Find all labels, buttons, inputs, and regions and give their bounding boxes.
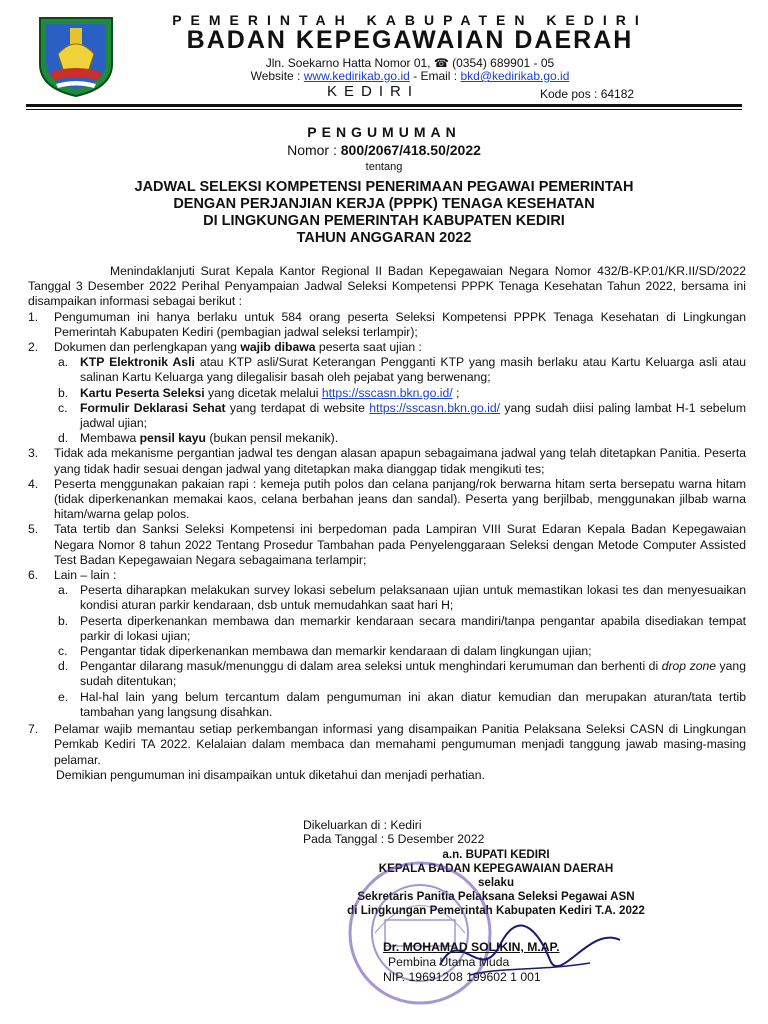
list-item: 2. Dokumen dan perlengkapan yang wajib dibawa peserta saat ujian : a. KTP Elektronik Asli atau KTP asli/Surat Keterangan Pengganti KTP yang masih berlaku atau Kartu Keluarga asli atau salinan Kartu Keluarga yang dilegalisir basah oleh pejabat yang berwenang; b. Kartu Peserta Seleksi yang dicetak melalui https://sscasn.bkn.go.id/ ; c. Formulir Deklarasi Sehat yang terdapat di website https://sscasn.bkn.go.id/ yang sudah diisi paling lambat H-1 sebelum jadwal ujian; d. Membawa pensil kayu (bukan pensil mekanik).	[28, 340, 746, 446]
signatory-line-5: di Lingkungan Pemerintah Kabupaten Kediri T.A. 2022	[347, 904, 645, 917]
website-label: Website :	[250, 69, 304, 83]
list-item: 1. Pengumuman ini hanya berlaku untuk 584 orang peserta Seleksi Kompetensi PPPK Tenaga Kesehatan di Lingkungan Pemerintah Kabupaten Kediri (pembagian jadwal seleksi terlampir);	[28, 309, 746, 339]
documents-sublist	[54, 355, 746, 446]
letterhead-city: KEDIRI	[327, 83, 420, 100]
kediri-regency-logo	[36, 14, 116, 98]
list-item: c. Pengantar tidak diperkenankan membawa dan memarkir kendaraan di dalam lingkungan ujian;	[58, 644, 592, 659]
sscasn-link[interactable]: https://sscasn.bkn.go.id/	[369, 400, 501, 415]
title-line-1: JADWAL SELEKSI KOMPETENSI PENERIMAAN PEGAWAI PEMERINTAH	[134, 179, 634, 195]
list-item: b. Peserta diperkenankan membawa dan memarkir kendaraan secara mandiri/tanpa pengantar apabila disediakan tempat parkir di lokasi ujian;	[58, 613, 746, 643]
list-item: 3. Tidak ada mekanisme pergantian jadwal tes dengan alasan apapun sebagaimana jadwal yang telah ditetapkan Panitia. Peserta yang tidak hadir sesuai dengan jadwal yang ditetapkan maka dianggap tidak mengikuti tes;	[28, 446, 746, 476]
signatory-rank: Pembina Utama Muda	[388, 955, 510, 969]
title-line-2: DENGAN PERJANJIAN KERJA (PPPK) TENAGA KESEHATAN	[173, 196, 595, 212]
list-item: 4. Peserta menggunakan pakaian rapi : kemeja putih polos dan celana panjang/rok berwarna hitam serta bersepatu warna hitam (tidak diperkenankan memakai kaos, celana berbahan jeans dan sandal). Peserta yang berjilbab, menggunakan jilbab warna hitam/warna gelap polos.	[28, 476, 746, 522]
list-item: e. Hal-hal lain yang belum tercantum dalam pengumuman ini akan diatur kemudian dan merupakan aturan/tata tertib tambahan yang langsung disahkan.	[58, 689, 746, 719]
signatory-line-3: selaku	[477, 876, 515, 889]
website-link[interactable]: www.kedirikab.go.id	[303, 69, 410, 83]
signatory-line-1: a.n. BUPATI KEDIRI	[442, 848, 550, 861]
signatory-line-2: KEPALA BADAN KEPEGAWAIAN DAERAH	[378, 862, 614, 875]
email-label: - Email :	[409, 69, 461, 83]
about-label: tentang	[365, 161, 403, 173]
intro-paragraph: Menindaklanjuti Surat Kepala Kantor Regional II Badan Kepegawaian Negara Nomor 432/B-KP.01/KR.II/SD/2022 Tanggal 3 Desember 2022 Perihal Penyampaian Jadwal Seleksi Kompetensi PPPK Tenaga Kesehatan Tahun 2022, bersama ini disampaikan informasi sebagai berikut :	[28, 264, 746, 309]
letterhead-address: Jln. Soekarno Hatta Nomor 01, ☎ (0354) 689901 - 05	[265, 56, 555, 70]
main-list	[28, 310, 746, 768]
letterhead-rule-thin	[26, 109, 742, 110]
letterhead-contact	[150, 69, 670, 83]
list-item: 7. Pelamar wajib memantau setiap perkembangan informasi yang disampaikan Panitia Pelaksana Seleksi CASN di Lingkungan Pemkab Kediri TA 2022. Kelalaian dalam membaca dan memahami pengumuman menjadi tanggung jawab masing-masing pelamar.	[28, 722, 746, 767]
list-item: d. Pengantar dilarang masuk/menunggu di dalam area seleksi untuk menghindari kerumuman dan berhenti di drop zone yang sudah ditentukan;	[58, 659, 746, 689]
sscasn-link[interactable]: https://sscasn.bkn.go.id/	[321, 385, 453, 400]
handwritten-signature	[430, 905, 630, 1000]
announcement-body	[28, 264, 746, 783]
list-item: 5. Tata tertib dan Sanksi Seleksi Kompetensi ini berpedoman pada Lampiran VIII Surat Edaran Kepala Badan Kepegawaian Negara Nomor 8 tahun 2022 Tentang Prosedur Tambahan pada Penyelenggaraan Seleksi dengan Metode Computer Assisted Test Badan Kepegawaian Negara sebagaimana terlampir;	[28, 522, 746, 567]
issued-date: Pada Tanggal : 5 Desember 2022	[303, 832, 485, 846]
list-item: b. Kartu Peserta Seleksi yang dicetak melalui https://sscasn.bkn.go.id/ ;	[58, 385, 460, 400]
closing-paragraph: Demikian pengumuman ini disampaikan untuk diketahui dan menjadi perhatian.	[56, 767, 485, 782]
list-item: a. Peserta diharapkan melakukan survey lokasi sebelum pelaksanaan ujian untuk memastikan lokasi tes dan menyesuaikan kondisi aturan parkir kendaraan, dsb untuk memudahkan saat hari H;	[58, 583, 746, 613]
signatory-name: Dr. MOHAMAD SOLIKIN, M.AP.	[383, 940, 560, 954]
list-item: c. Formulir Deklarasi Sehat yang terdapat di website https://sscasn.bkn.go.id/ yang sudah diisi paling lambat H-1 sebelum jadwal ujian;	[58, 400, 746, 431]
letterhead-postcode: Kode pos : 64182	[540, 87, 635, 101]
letterhead-rule-thick	[26, 104, 742, 107]
letterhead-government: PEMERINTAH KABUPATEN KEDIRI	[172, 12, 648, 28]
signatory-nip: NIP. 19691208 199602 1 001	[383, 970, 541, 984]
announcement-heading: PENGUMUMAN	[307, 124, 461, 140]
number-value: 800/2067/418.50/2022	[340, 142, 481, 158]
number-label: Nomor :	[287, 142, 341, 158]
announcement-number	[0, 142, 768, 158]
list-item: a. KTP Elektronik Asli atau KTP asli/Surat Keterangan Pengganti KTP yang masih berlaku atau Kartu Keluarga asli atau salinan Kartu Keluarga yang dilegalisir basah oleh pejabat yang berwenang;	[58, 355, 746, 385]
email-link[interactable]: bkd@kedirikab.go.id	[460, 69, 570, 83]
list-item: d. Membawa pensil kayu (bukan pensil mekanik).	[58, 431, 339, 446]
signatory-line-4: Sekretaris Panitia Pelaksana Seleksi Pegawai ASN	[357, 890, 635, 903]
letterhead-agency: BADAN KEPEGAWAIAN DAERAH	[186, 26, 634, 54]
announcement-title	[0, 179, 768, 247]
list-item: 6. Lain – lain : a. Peserta diharapkan melakukan survey lokasi sebelum pelaksanaan ujian untuk memastikan lokasi tes dan menyesuaikan kondisi aturan parkir kendaraan, dsb untuk memudahkan saat hari H; b. Peserta diperkenankan membawa dan memarkir kendaraan secara mandiri/tanpa pengantar apabila disediakan tempat parkir di lokasi ujian; c. Pengantar tidak diperkenankan membawa dan memarkir kendaraan di dalam lingkungan ujian; d. Pengantar dilarang masuk/menunggu di dalam area seleksi untuk menghindari kerumuman dan berhenti di drop zone yang sudah ditentukan; e. Hal-hal lain yang belum tercantum dalam pengumuman ini akan diatur kemudian dan merupakan aturan/tata tertib tambahan yang langsung disahkan.	[28, 568, 746, 719]
misc-sublist	[54, 583, 746, 720]
issued-place: Dikeluarkan di : Kediri	[303, 818, 422, 832]
title-line-3: DI LINGKUNGAN PEMERINTAH KABUPATEN KEDIRI	[203, 213, 565, 229]
title-line-4: TAHUN ANGGARAN 2022	[296, 230, 472, 246]
